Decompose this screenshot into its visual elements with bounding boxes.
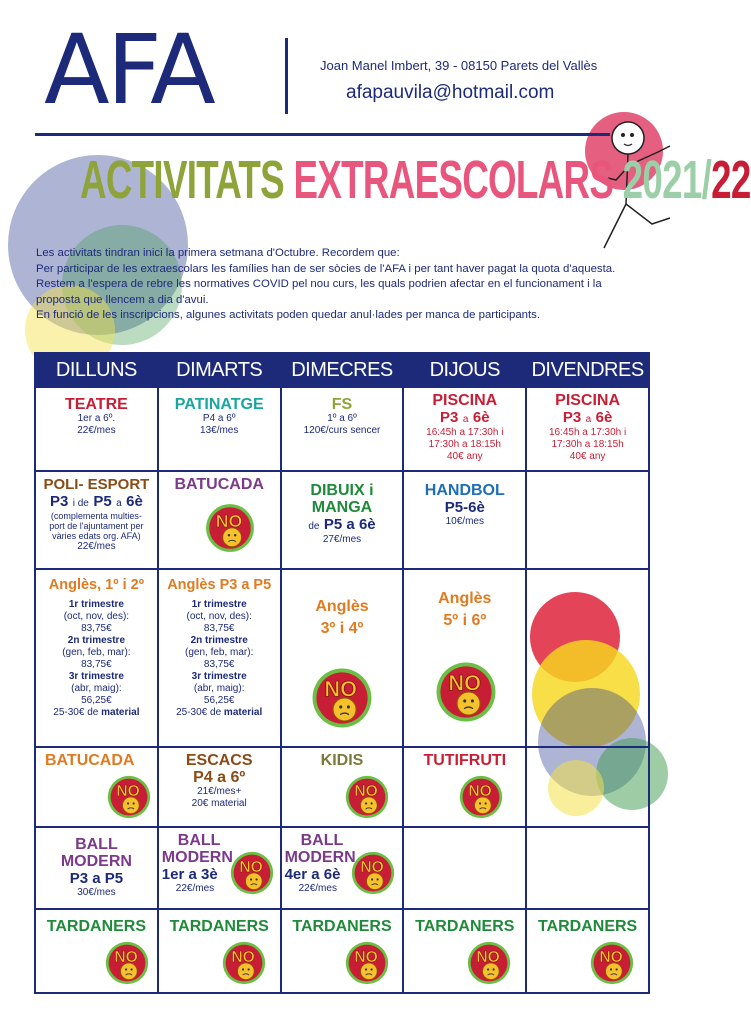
address: Joan Manel Imbert, 39 - 08150 Parets del Vallès [320, 58, 598, 73]
cancelled-no-icon [310, 666, 374, 730]
activity-price: 22€/mes [77, 425, 116, 436]
activity-name-2: MODERN [60, 853, 132, 870]
material-amount: 25-30€ de [176, 707, 222, 718]
cell-fs [281, 387, 404, 471]
cell-dibuix-manga [281, 471, 404, 569]
cell-empty [403, 827, 526, 909]
activity-grade [285, 516, 400, 534]
cell-angles-5-6 [403, 569, 526, 747]
material-label: material [223, 707, 263, 718]
activity-price: 120€/curs sencer [303, 425, 381, 436]
activity-grade: 1er a 6º. [77, 413, 116, 424]
activity-grade: 1º a 6º [327, 413, 357, 424]
activity-grade: P3 a P5 [69, 870, 124, 887]
grade-to: 6è [472, 409, 490, 426]
activity-name-2: MANGA [311, 499, 373, 516]
term-label: 2n trimestre [67, 635, 126, 646]
cell-ball-modern-p3-p5 [35, 827, 158, 909]
cell-tardaners-wednesday [281, 909, 404, 993]
day-header-friday: DIVENDRES [526, 353, 649, 387]
activity-name: TARDANERS [292, 918, 392, 935]
cell-empty [526, 827, 649, 909]
activity-name: TARDANERS [169, 918, 269, 935]
cancelled-no-icon [466, 940, 512, 986]
activity-grade: P4 a 6º [193, 769, 246, 786]
activity-name-2: MODERN [284, 849, 356, 866]
table-row [35, 747, 649, 827]
term-price: 56,25€ [81, 695, 112, 706]
cell-patinatge [158, 387, 281, 471]
day-header-monday: DILLUNS [35, 353, 158, 387]
cell-tutifruti [403, 747, 526, 827]
activity-price: 22€/mes [175, 883, 215, 894]
cancelled-no-icon [229, 850, 275, 896]
schedule-table [34, 352, 650, 994]
activity-name: TARDANERS [46, 918, 147, 935]
cell-ball-modern-4-6 [281, 827, 404, 909]
material-price [162, 707, 277, 719]
grade: P5 a 6è [323, 516, 376, 533]
activity-time: 16:45h a 17:30h i [426, 427, 504, 438]
cell-piscina-friday [526, 387, 649, 471]
term-months: (gen, feb, mar): [185, 647, 254, 658]
cell-kidis [281, 747, 404, 827]
term-months: (oct, nov, des): [63, 611, 130, 622]
logo-divider [285, 38, 288, 114]
page-title [80, 150, 751, 210]
grade: 6è [126, 493, 143, 510]
activity-time: 17:30h a 18:15h [428, 439, 501, 450]
day-header-tuesday: DIMARTS [158, 353, 281, 387]
activity-name: BATUCADA [174, 476, 264, 493]
activity-price: 10€/mes [445, 516, 484, 527]
cell-tardaners-monday [35, 909, 158, 993]
activity-name: BALL [300, 832, 344, 849]
activity-name: ESCACS [185, 752, 253, 769]
intro-text [36, 246, 640, 324]
table-row [35, 827, 649, 909]
grade: P3 [49, 493, 69, 510]
activity-price: 22€/mes [298, 883, 337, 894]
activity-grade: 4er a 6è [284, 866, 341, 883]
intro-line: Per participar de les extraescolars les famílies han de ser sòcies de l'AFA i per tant haver pagat la quota d'aquesta. [36, 262, 616, 275]
grade-prefix: de [308, 521, 320, 532]
activity-name: PISCINA [432, 392, 498, 409]
activity-name-2: 3º i 4º [320, 620, 364, 637]
cell-batucada-tuesday [158, 471, 281, 569]
grade-sep: i de [72, 498, 89, 509]
grade-to: 6è [595, 409, 613, 426]
title-part-year: 2021/ [622, 150, 712, 210]
grade: P5 [93, 493, 112, 510]
cell-escacs [158, 747, 281, 827]
table-row [35, 471, 649, 569]
cell-angles-1-2 [35, 569, 158, 747]
term-months: (gen, feb, mar): [62, 647, 131, 658]
activity-name: Anglès P3 a P5 [167, 577, 272, 593]
activity-price: 27€/mes [322, 534, 362, 545]
grade-sep: a [462, 414, 469, 425]
cancelled-no-icon [204, 502, 256, 554]
cancelled-no-icon [344, 774, 390, 820]
cell-ball-modern-1-3 [158, 827, 281, 909]
activity-name: TARDANERS [415, 918, 515, 935]
cancelled-no-icon [458, 774, 504, 820]
term-price: 83,75€ [81, 659, 112, 670]
title-part-extraescolars: EXTRAESCOLARS [293, 150, 614, 210]
cell-batucada-monday [35, 747, 158, 827]
cell-tardaners-friday [526, 909, 649, 993]
cancelled-no-icon [221, 940, 267, 986]
term-label: 1r trimestre [68, 599, 124, 610]
day-header-wednesday: DIMECRES [281, 353, 404, 387]
activity-time: 16:45h a 17:30h i [548, 427, 627, 438]
activity-name: BALL [177, 832, 221, 849]
term-months: (abr, maig): [71, 683, 122, 694]
grade-sep: a [585, 414, 592, 425]
activity-name: Anglès, 1º i 2º [48, 577, 144, 593]
grade-from: P3 [562, 409, 582, 426]
cancelled-no-icon [104, 940, 150, 986]
activity-note: vàries edats org. AFA) [52, 531, 141, 541]
term-label: 2n trimestre [190, 635, 248, 646]
activity-grade [530, 409, 645, 427]
activity-grade: P4 a 6º [202, 413, 236, 424]
cell-empty [526, 747, 649, 827]
term-label: 3r trimestre [68, 671, 124, 682]
cell-piscina-thursday [403, 387, 526, 471]
title-part-activitats: ACTIVITATS [80, 150, 284, 210]
activity-name: Anglès [315, 598, 369, 615]
activity-price: 13€/mes [200, 425, 239, 436]
material-price [39, 707, 154, 719]
activity-name: TUTIFRUTI [423, 752, 507, 769]
activity-grade: 1er a 3è [161, 866, 218, 883]
cell-handbol [403, 471, 526, 569]
cell-teatre [35, 387, 158, 471]
material-amount: 25-30€ de [53, 707, 99, 718]
term-label: 1r trimestre [191, 599, 247, 610]
intro-line: En funció de les inscripcions, algunes activitats poden quedar anul·lades per manca de participants. [36, 309, 541, 321]
activity-grade [39, 493, 154, 511]
cell-empty [526, 569, 649, 747]
activity-name: BATUCADA [45, 752, 135, 769]
activity-grade: P5-6è [444, 499, 485, 516]
header-rule [35, 133, 610, 136]
term-label: 3r trimestre [191, 671, 247, 682]
activity-name: FS [331, 396, 353, 413]
cancelled-no-icon [434, 660, 498, 724]
activity-name: TEATRE [64, 396, 128, 413]
activity-name: BALL [75, 836, 118, 853]
grade-sep: a [116, 498, 122, 509]
table-row [35, 909, 649, 993]
activity-price: 40€ any [446, 451, 483, 462]
activity-price: 22€/mes [77, 541, 116, 552]
grade-from: P3 [440, 409, 459, 426]
day-header-thursday: DIJOUS [403, 353, 526, 387]
term-price: 83,75€ [203, 623, 235, 634]
day-header-row [35, 353, 649, 387]
activity-name: PISCINA [555, 392, 621, 409]
cancelled-no-icon [106, 774, 152, 820]
table-row [35, 569, 649, 747]
activity-price: 40€ any [569, 451, 606, 462]
term-price: 83,75€ [81, 623, 112, 634]
cancelled-no-icon [589, 940, 635, 986]
cell-tardaners-thursday [403, 909, 526, 993]
activity-price: 30€/mes [77, 887, 116, 898]
activity-grade [407, 409, 522, 427]
cell-tardaners-tuesday [158, 909, 281, 993]
activity-name: KIDIS [320, 752, 364, 769]
activity-name: POLI- ESPORT [43, 476, 150, 493]
activity-price: 21€/mes+ [197, 786, 242, 797]
intro-line: Les activitats tindran inici la primera setmana d'Octubre. Recordem que: [36, 247, 400, 259]
activity-name: PATINATGE [174, 396, 264, 413]
term-price: 56,25€ [203, 695, 235, 706]
activity-note: (complementa multies- [50, 511, 142, 521]
activity-time: 17:30h a 18:15h [551, 439, 624, 450]
cancelled-no-icon [350, 850, 396, 896]
material-label: material [101, 707, 140, 718]
table-row [35, 387, 649, 471]
term-months: (abr, maig): [193, 683, 245, 694]
activity-name: DIBUIX i [310, 482, 374, 499]
cell-angles-p3-p5 [158, 569, 281, 747]
title-part-year-end: 22 [711, 150, 751, 210]
term-months: (oct, nov, des): [186, 611, 252, 622]
activity-name: Anglès [438, 590, 492, 607]
email-link[interactable]: afapauvila@hotmail.com [346, 82, 555, 103]
cell-poli-esport [35, 471, 158, 569]
intro-line: Restem a l'espera de rebre les normatives COVID pel nou curs, les quals podrien afectar en el funcionament i la proposta que llencem a dia d'avui. [36, 278, 602, 306]
activity-note: port de l'ajuntament per [49, 521, 144, 531]
activity-name-2: MODERN [161, 849, 233, 866]
cell-empty [526, 471, 649, 569]
afa-logo: AFA [44, 14, 213, 126]
activity-name-2: 5º i 6º [443, 612, 487, 629]
activity-name: TARDANERS [537, 918, 638, 935]
material-price: 20€ material [191, 798, 247, 809]
cell-angles-3-4 [281, 569, 404, 747]
activity-name: HANDBOL [424, 482, 505, 499]
cancelled-no-icon [344, 940, 390, 986]
term-price: 83,75€ [203, 659, 235, 670]
